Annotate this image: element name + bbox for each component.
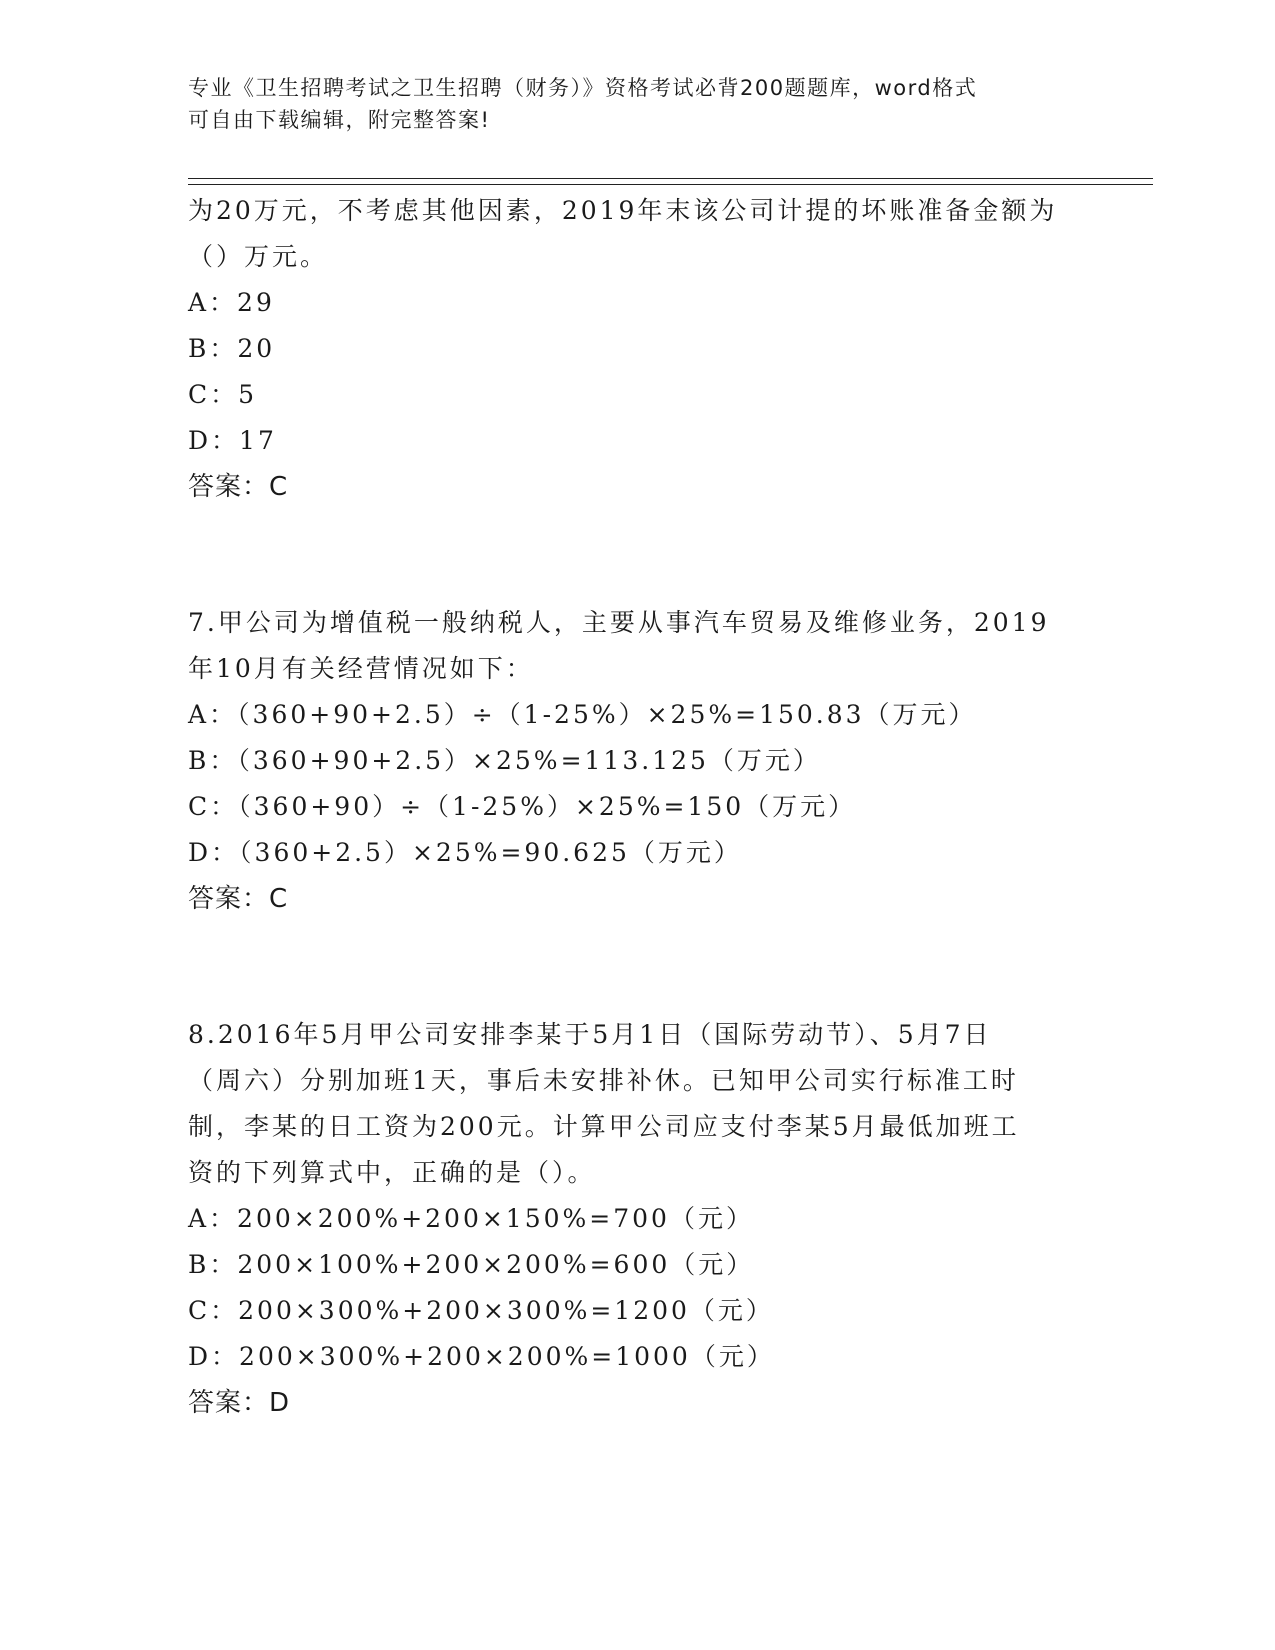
answer-line: 答案：D (188, 1388, 291, 1418)
option-a: A：29 (188, 288, 275, 317)
question-stem-line: 7.甲公司为增值税一般纳税人，主要从事汽车贸易及维修业务，2019 (188, 608, 1050, 637)
answer-line: 答案：C (188, 472, 289, 502)
option-b: B：20 (188, 334, 276, 363)
document-header (188, 72, 1088, 136)
question-stem-line: （周六）分别加班1天，事后未安排补休。已知甲公司实行标准工时 (188, 1066, 1019, 1095)
option-c: C：200×300%+200×300%=1200（元） (188, 1296, 774, 1325)
option-c: C：（360+90）÷（1-25%）×25%=150（万元） (188, 792, 857, 821)
header-rule-top (188, 178, 1153, 179)
document-body (188, 188, 1088, 1426)
option-c: C：5 (188, 380, 258, 409)
question-stem-line: （）万元。 (188, 242, 329, 271)
question-stem-line: 制，李某的日工资为200元。计算甲公司应支付李某5月最低加班工 (188, 1112, 1020, 1141)
question-6 (188, 188, 1088, 510)
header-line-1: 专业《卫生招聘考试之卫生招聘（财务）》资格考试必背200题题库，word格式 (188, 76, 978, 100)
question-stem-line: 年10月有关经营情况如下： (188, 654, 534, 683)
option-b: B：200×100%+200×200%=600（元） (188, 1250, 755, 1279)
question-stem-line: 资的下列算式中，正确的是（）。 (188, 1158, 596, 1187)
question-stem-line: 为20万元，不考虑其他因素，2019年末该公司计提的坏账准备金额为 (188, 196, 1058, 225)
header-line-2: 可自由下载编辑，附完整答案! (188, 108, 491, 132)
question-8 (188, 1012, 1088, 1426)
question-7 (188, 600, 1088, 922)
header-rule-bottom (188, 184, 1153, 185)
question-gap (188, 922, 1088, 1012)
option-a: A：200×200%+200×150%=700（元） (188, 1204, 754, 1233)
option-b: B：（360+90+2.5）×25%=113.125（万元） (188, 746, 821, 775)
option-d: D：200×300%+200×200%=1000（元） (188, 1342, 775, 1371)
question-stem-line: 8.2016年5月甲公司安排李某于5月1日（国际劳动节）、5月7日 (188, 1020, 992, 1049)
question-gap (188, 510, 1088, 600)
option-d: D：（360+2.5）×25%=90.625（万元） (188, 838, 742, 867)
option-d: D：17 (188, 426, 277, 455)
answer-line: 答案：C (188, 884, 289, 914)
option-a: A：（360+90+2.5）÷（1-25%）×25%=150.83（万元） (188, 700, 977, 729)
